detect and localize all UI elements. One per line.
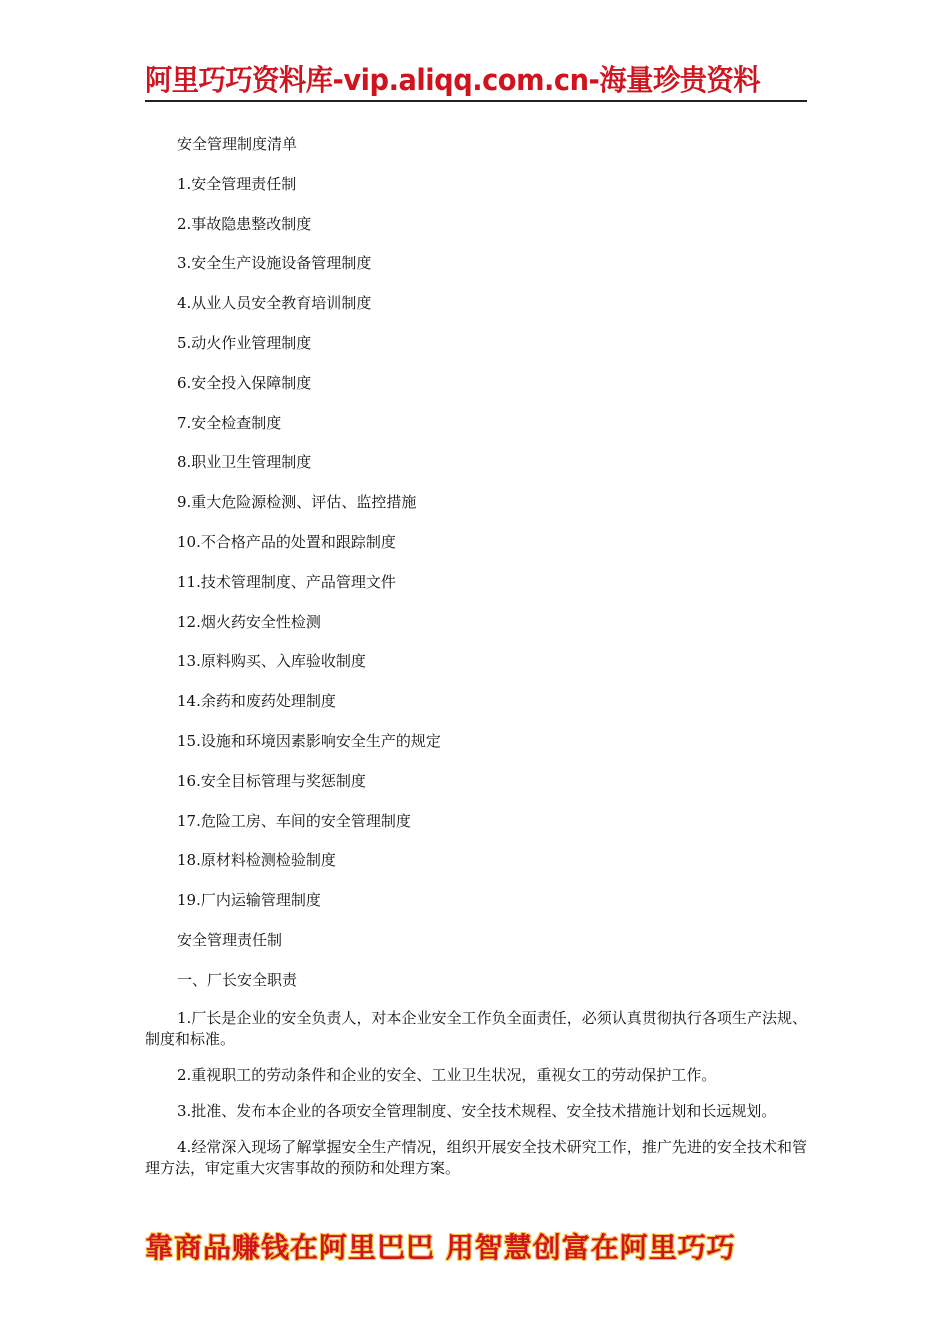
header-banner: [145, 62, 807, 102]
list-item: 15.设施和环境因素影响安全生产的规定: [177, 731, 441, 750]
list-item: 5.动火作业管理制度: [177, 333, 312, 352]
paragraph: 3.批准、发布本企业的各项安全管理制度、安全技术规程、安全技术措施计划和长远规划。: [177, 1101, 777, 1120]
paragraph: 1.厂长是企业的安全负责人，对本企业安全工作负全面责任，必须认真贯彻执行各项生产法规、制度和标准。: [145, 1008, 807, 1048]
section-title: 安全管理责任制: [177, 930, 283, 949]
paragraph: 4.经常深入现场了解掌握安全生产情况，组织开展安全技术研究工作，推广先进的安全技术和管理方法，审定重大灾害事故的预防和处理方案。: [145, 1137, 807, 1177]
footer-banner-text: 靠商品赚钱在阿里巴巴 用智慧创富在阿里巧巧: [145, 1231, 736, 1264]
list-item: 9.重大危险源检测、评估、监控措施: [177, 493, 417, 512]
list-item: 13.原料购买、入库验收制度: [177, 652, 366, 671]
list-item: 14.余药和废药处理制度: [177, 692, 336, 711]
list-title: 安全管理制度清单: [177, 135, 298, 153]
list-item: 6.安全投入保障制度: [177, 373, 312, 392]
list-item: 8.职业卫生管理制度: [177, 453, 312, 472]
paragraph: 2.重视职工的劳动条件和企业的安全、工业卫生状况，重视女工的劳动保护工作。: [177, 1065, 717, 1084]
list-item: 12.烟火药安全性检测: [177, 612, 321, 631]
footer-banner: [145, 1228, 795, 1270]
subsection-title: 一、厂长安全职责: [177, 970, 298, 989]
list-item: 1.安全管理责任制: [177, 174, 297, 193]
list-item: 11.技术管理制度、产品管理文件: [177, 572, 396, 591]
list-item: 16.安全目标管理与奖惩制度: [177, 771, 366, 790]
list-item: 10.不合格产品的处置和跟踪制度: [177, 532, 396, 551]
header-banner-text: 阿里巧巧资料库-vip.aliqq.com.cn-海量珍贵资料: [145, 63, 761, 97]
list-item: 7.安全检查制度: [177, 413, 282, 432]
list-item: 17.危险工房、车间的安全管理制度: [177, 811, 411, 830]
list-item: 4.从业人员安全教育培训制度: [177, 294, 372, 313]
document-body: [145, 132, 807, 1194]
list-item: 2.事故隐患整改制度: [177, 214, 312, 233]
list-item: 19.厂内运输管理制度: [177, 891, 321, 910]
list-item: 18.原材料检测检验制度: [177, 851, 336, 870]
list-item: 3.安全生产设施设备管理制度: [177, 254, 372, 273]
